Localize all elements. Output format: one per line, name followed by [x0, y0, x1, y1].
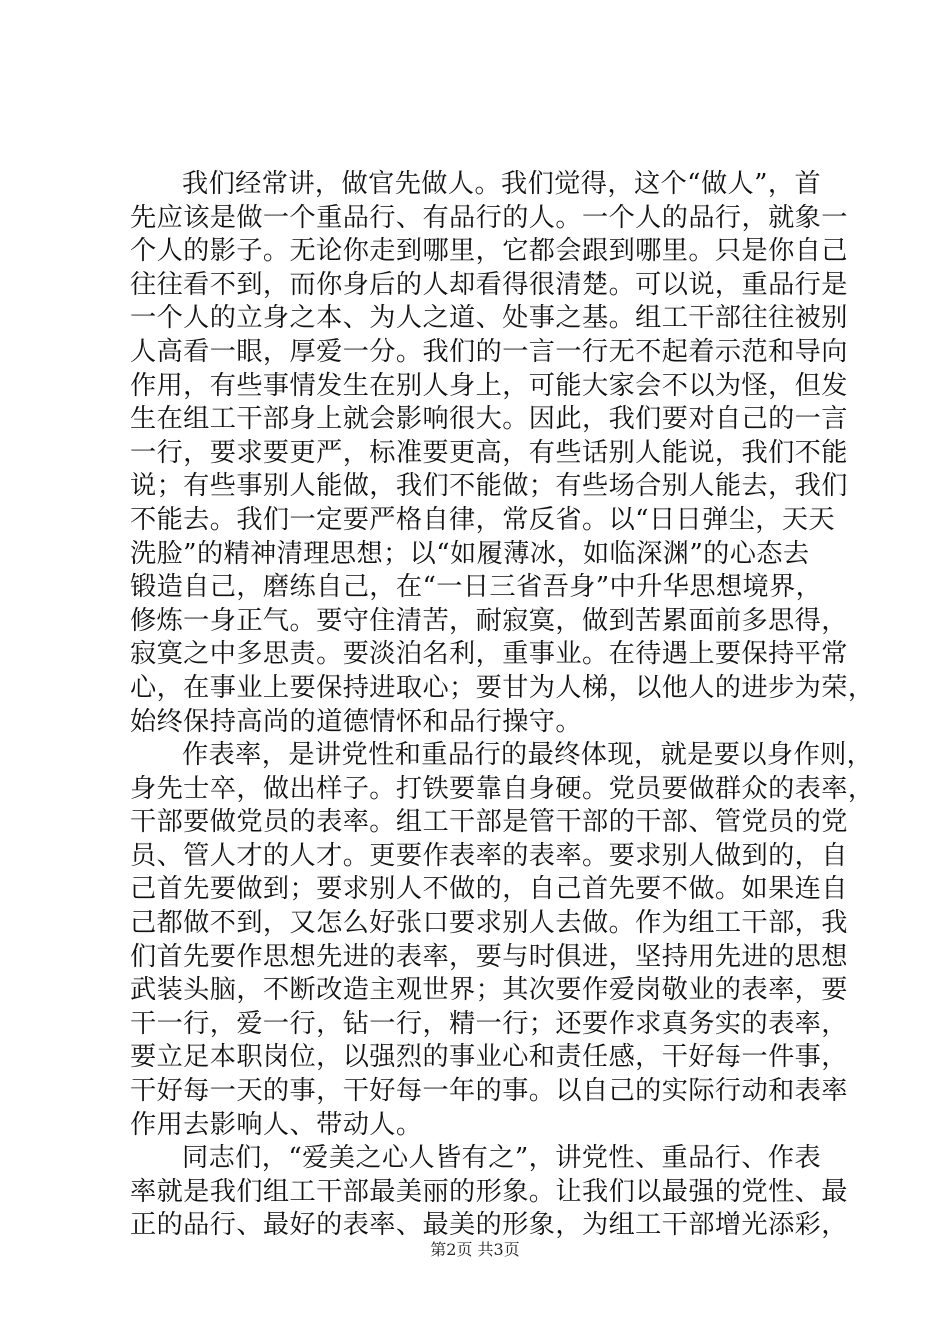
paragraph-1 — [130, 168, 875, 739]
text-line: 要立足本职岗位，以强烈的事业心和责任感，干好每一件事， — [130, 1042, 848, 1073]
text-line: 员、管人才的人才。更要作表率的表率。要求别人做到的，自 — [130, 840, 848, 871]
document-body — [130, 168, 875, 1243]
text-line: 生在组工干部身上就会影响很大。因此，我们要对自己的一言 — [130, 404, 848, 435]
text-line: 率就是我们组工干部最美丽的形象。让我们以最强的党性、最 — [130, 1176, 848, 1207]
text-line: 己首先要做到；要求别人不做的，自己首先要不做。如果连自 — [130, 874, 848, 905]
text-line: 身先士卒，做出样子。打铁要靠自身硬。党员要做群众的表率， — [130, 773, 875, 804]
text-line: 个人的影子。无论你走到哪里，它都会跟到哪里。只是你自己 — [130, 236, 848, 267]
text-line: 作表率，是讲党性和重品行的最终体现，就是要以身作则， — [182, 740, 874, 771]
text-line: 往往看不到，而你身后的人却看得很清楚。可以说，重品行是 — [130, 269, 848, 300]
text-line: 不能去。我们一定要严格自律，常反省。以“日日弹尘，天天 — [130, 504, 836, 535]
text-line: 们首先要作思想先进的表率，要与时俱进，坚持用先进的思想 — [130, 941, 848, 972]
text-line: 作用，有些事情发生在别人身上，可能大家会不以为怪，但发 — [130, 370, 848, 401]
text-line: 说；有些事别人能做，我们不能做；有些场合别人能去，我们 — [130, 471, 848, 502]
text-line: 始终保持高尚的道德情怀和品行操守。 — [130, 706, 582, 737]
page-number-footer: 第2页 共3页 — [430, 1240, 520, 1259]
text-line: 己都做不到，又怎么好张口要求别人去做。作为组工干部，我 — [130, 908, 848, 939]
paragraph-2 — [130, 739, 875, 1142]
text-line: 心，在事业上要保持进取心；要甘为人梯，以他人的进步为荣， — [130, 672, 875, 703]
text-line: 先应该是做一个重品行、有品行的人。一个人的品行，就象一 — [130, 202, 848, 233]
text-line: 修炼一身正气。要守住清苦，耐寂寞，做到苦累面前多思得， — [130, 605, 848, 636]
text-line: 干一行，爱一行，钻一行，精一行；还要作求真务实的表率， — [130, 1008, 848, 1039]
text-line: 正的品行、最好的表率、最美的形象，为组工干部增光添彩， — [130, 1210, 848, 1241]
text-line: 锻造自己，磨练自己，在“一日三省吾身”中升华思想境界， — [130, 572, 823, 603]
text-line: 同志们，“爱美之心人皆有之”，讲党性、重品行、作表 — [182, 1143, 822, 1174]
text-line: 洗脸”的精神清理思想；以“如履薄冰，如临深渊”的心态去 — [130, 538, 810, 569]
text-line: 武装头脑，不断改造主观世界；其次要作爱岗敬业的表率，要 — [130, 975, 848, 1006]
text-line: 人高看一眼，厚爱一分。我们的一言一行无不起着示范和导向 — [130, 336, 848, 367]
text-line: 作用去影响人、带动人。 — [130, 1109, 423, 1140]
paragraph-3 — [130, 1142, 848, 1243]
text-line: 干部要做党员的表率。组工干部是管干部的干部、管党员的党 — [130, 807, 848, 838]
text-line: 一个人的立身之本、为人之道、处事之基。组工干部往往被别 — [130, 303, 848, 334]
text-line: 干好每一天的事，干好每一年的事。以自己的实际行动和表率 — [130, 1076, 848, 1107]
text-line: 我们经常讲，做官先做人。我们觉得，这个“做人”，首 — [182, 169, 822, 199]
text-line: 寂寞之中多思责。要淡泊名利，重事业。在待遇上要保持平常 — [130, 639, 848, 670]
text-line: 一行，要求要更严，标准要更高，有些话别人能说，我们不能 — [130, 437, 848, 468]
